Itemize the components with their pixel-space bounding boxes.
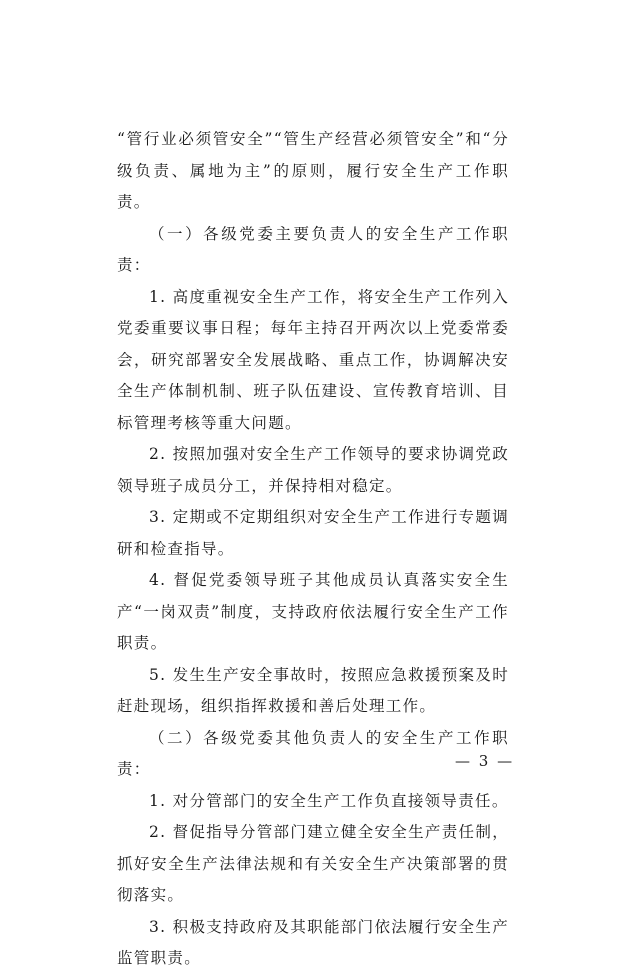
list-item-chief-duty-1: 1. 高度重视安全生产工作，将安全生产工作列入党委重要议事日程；每年主持召开两次以上党委常委会，研究部署安全发展战略、重点工作，协调解决安全生产体制机制、班子队伍建设、宣传教育培训、目标管理考核等重大问题。 — [117, 287, 509, 432]
list-item-other-duty-1: 1. 对分管部门的安全生产工作负直接领导责任。 — [149, 791, 509, 810]
list-item-chief-duty-4: 4. 督促党委领导班子其他成员认真落实安全生产“一岗双责”制度，支持政府依法履行安全生产工作职责。 — [117, 571, 509, 652]
section-heading-party-chief-duties: （一）各级党委主要负责人的安全生产工作职责： — [117, 224, 509, 274]
list-item-chief-duty-5: 5. 发生生产安全事故时，按照应急救援预案及时赶赴现场，组织指挥救援和善后处理工作。 — [117, 665, 509, 715]
list-item-chief-duty-2: 2. 按照加强对安全生产工作领导的要求协调党政领导班子成员分工，并保持相对稳定。 — [117, 445, 509, 495]
paragraph-principles-continuation: “管行业必须管安全”“管生产经营必须管安全”和“分级负责、属地为主”的原则，履行安全生产工作职责。 — [117, 130, 509, 211]
document-body — [117, 124, 509, 975]
list-item-other-duty-3: 3. 积极支持政府及其职能部门依法履行安全生产监管职责。 — [117, 917, 509, 967]
page-number: — 3 — — [455, 752, 515, 770]
list-item-other-duty-2: 2. 督促指导分管部门建立健全安全生产责任制，抓好安全生产法律法规和有关安全生产决策部署的贯彻落实。 — [117, 823, 509, 904]
section-heading-other-leader-duties: （二）各级党委其他负责人的安全生产工作职责： — [117, 728, 509, 778]
list-item-chief-duty-3: 3. 定期或不定期组织对安全生产工作进行专题调研和检查指导。 — [117, 508, 509, 558]
